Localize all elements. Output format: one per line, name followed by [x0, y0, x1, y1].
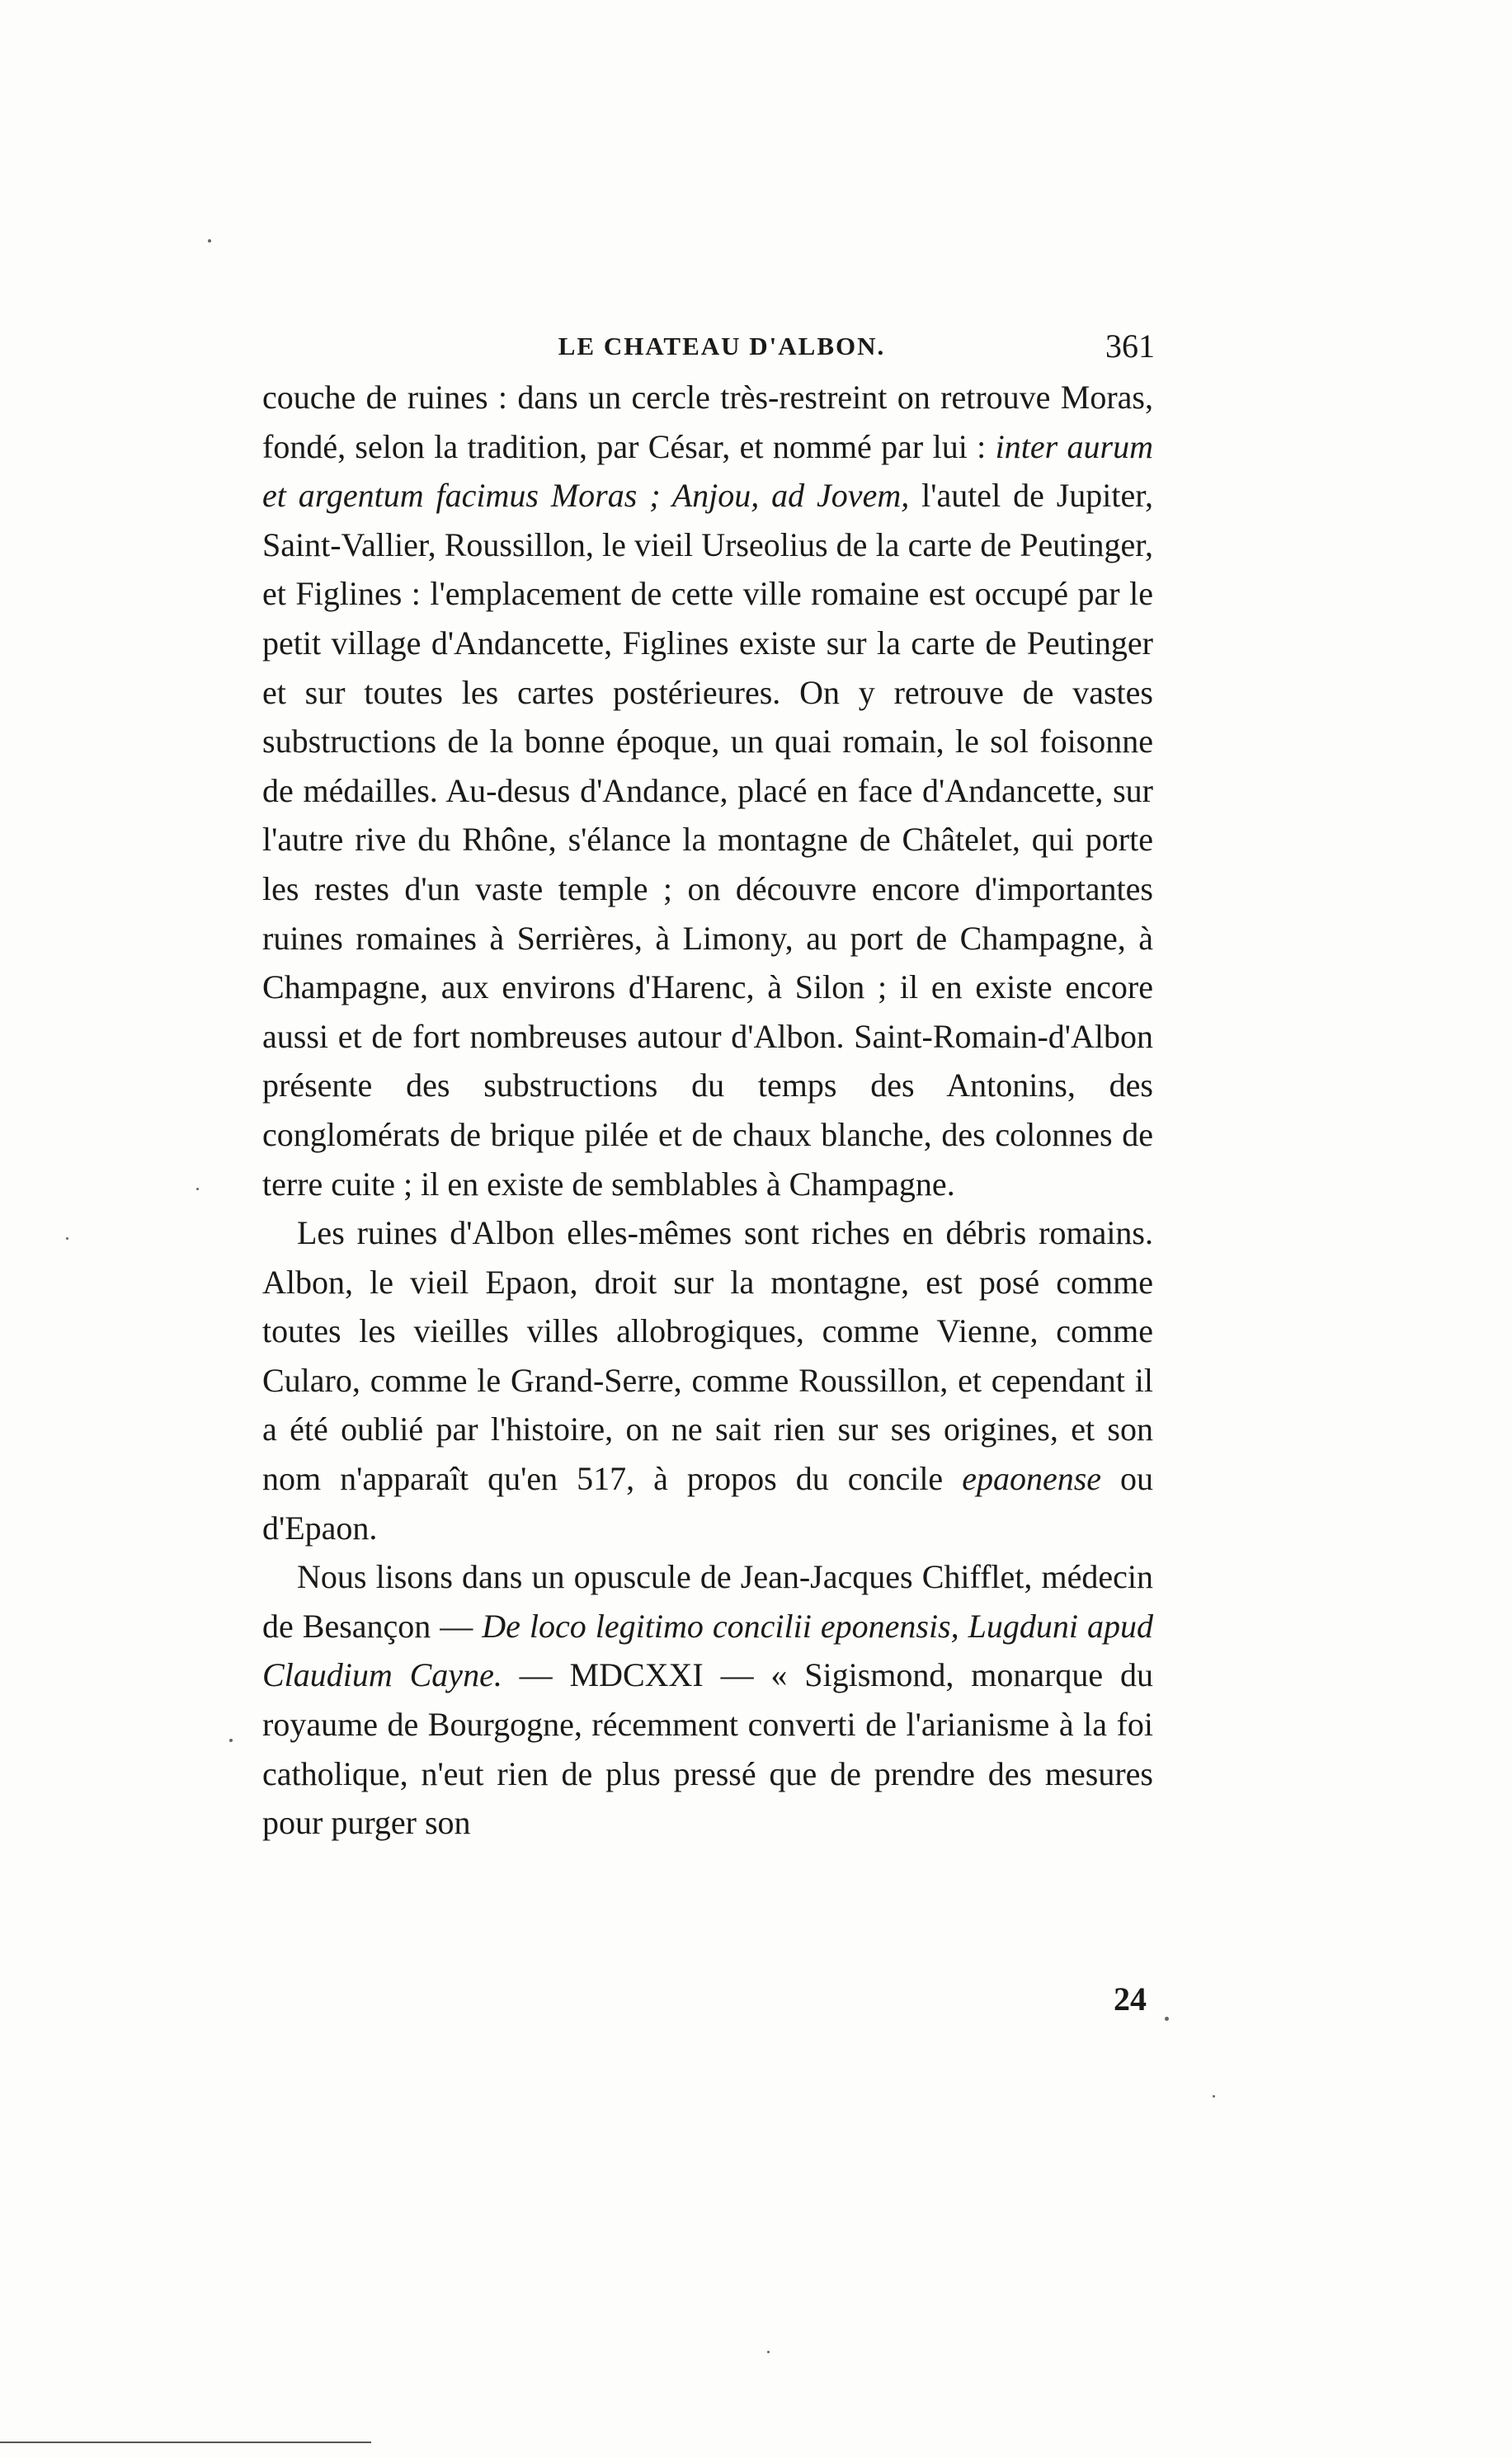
text-run: Nous lisons dans un opuscule de Jean-Jacques Chifflet, médecin de Besançon — [262, 1558, 1153, 1645]
scan-speck [66, 1237, 68, 1240]
running-head [256, 327, 1155, 366]
italic-text: epaonense [962, 1460, 1102, 1498]
scan-speck [208, 239, 211, 243]
scan-speck [229, 1739, 233, 1742]
text-run: Les ruines d'Albon elles-mêmes sont riches en débris romains. Albon, le vieil Epaon, droit sur la montagne, est posé comme toutes les vieilles villes allobrogiques, comme Vienne, comme Cularo, comme le Grand-Serre, comme Roussillon, et cependant il a été oublié par l'histoire, on ne sait rien sur ses origines, et son nom n'apparaît qu'en 517, à propos du concile [262, 1214, 1153, 1498]
scan-speck [196, 1188, 199, 1190]
italic-text: inter aurum et argentum facimus Moras ; Anjou, ad Jovem, [262, 427, 1153, 515]
page-number: 361 [1105, 327, 1155, 365]
italic-text: De loco legitimo concilii eponensis, Lugduni apud Claudium Cayne. [262, 1607, 1153, 1694]
text-run: — MDCXXI — « Sigismond, monarque du royaume de Bourgogne, récemment converti de l'arianisme à la foi catholique, n'eut rien de plus pressé que de prendre des mesures pour purger son [262, 1656, 1153, 1842]
signature-mark: 24 [1114, 1980, 1147, 2018]
scan-speck [767, 2351, 770, 2353]
bottom-scan-rule [0, 2442, 371, 2443]
paragraph [262, 373, 1153, 1208]
body-text [262, 373, 1153, 1848]
paragraph [262, 1208, 1153, 1552]
text-run: ou d'Epaon. [262, 1460, 1154, 1547]
scan-speck [1165, 2017, 1169, 2021]
paragraph [262, 1552, 1153, 1848]
running-title: LE CHATEAU D'ALBON. [558, 332, 886, 360]
text-run: couche de ruines : dans un cercle très-restreint on retrouve Moras, fondé, selon la tradition, par César, et nommé par lui : [262, 379, 1153, 465]
text-run: l'autel de Jupiter, Saint-Vallier, Roussillon, le vieil Urseolius de la carte de Peutinger, et Figlines : l'emplacement de cette ville romaine est occupé par le petit village d'Andancette, Figlines existe sur la carte de Peutinger et sur toutes les cartes postérieures. On y retrouve de vastes substructions de la bonne époque, un quai romain, le sol foisonne de médailles. Au-desus d'Andance, placé en face d'Andancette, sur l'autre rive du Rhône, s'élance la montagne de Châtelet, qui porte les restes d'un vaste temple ; on découvre encore d'importantes ruines romaines à Serrières, à Limony, au port de Champagne, à Champagne, aux environs d'Harenc, à Silon ; il en existe encore aussi et de fort nombreuses autour d'Albon. Saint-Romain-d'Albon présente des substructions du temps des Antonins, des conglomérats de brique pilée et de chaux blanche, des colonnes de terre cuite ; il en existe de semblables à Champagne. [262, 477, 1154, 1203]
scan-speck [1213, 2095, 1215, 2098]
